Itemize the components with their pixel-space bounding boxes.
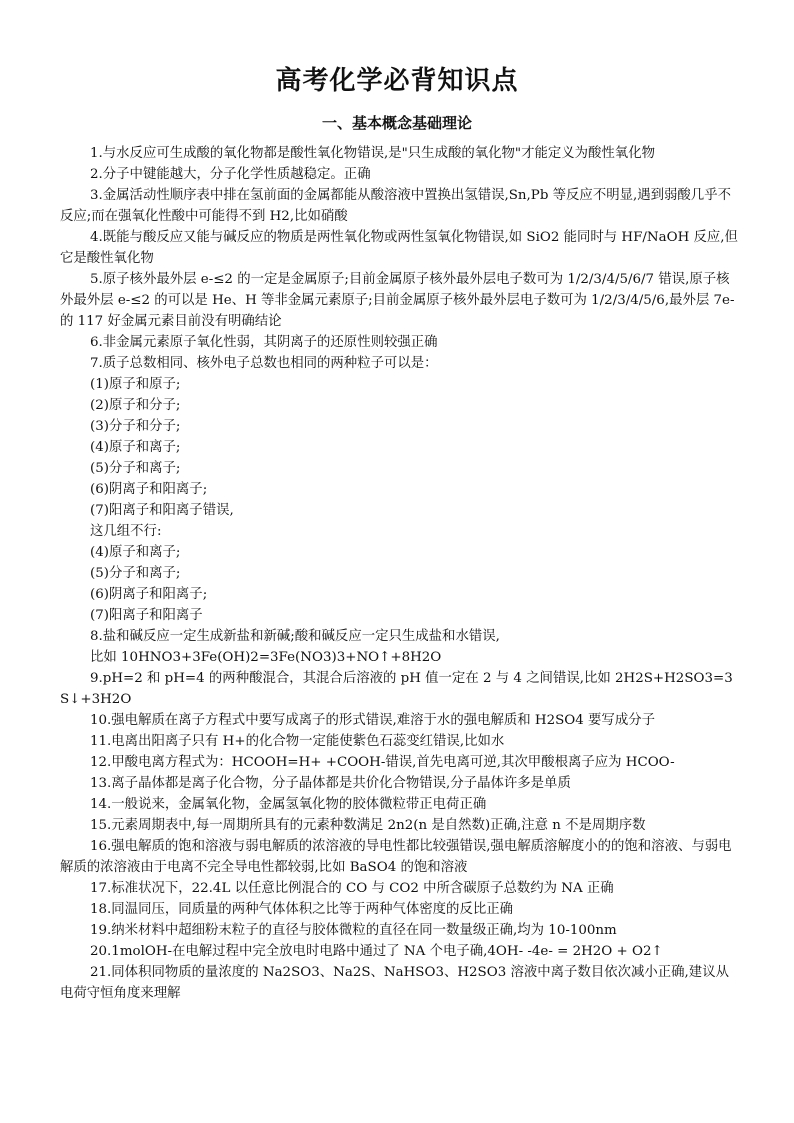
paragraph-item-11: 11.电离出阳离子只有 H+的化合物一定能使紫色石蕊变红错误,比如水 — [90, 734, 505, 749]
paragraph-item-13: 13.离子晶体都是离子化合物，分子晶体都是共价化合物错误,分子晶体许多是单质 — [90, 776, 571, 791]
list-item: (5)分子和离子; — [90, 566, 181, 581]
paragraph-item-8: 8.盐和碱反应一定生成新盐和新碱;酸和碱反应一定只生成盐和水错误, — [90, 629, 500, 644]
list-item: (6)阴离子和阳离子; — [90, 587, 208, 602]
paragraph-item-12: 12.甲酸电离方程式为：HCOOH=H+ +COOH-错误,首先电离可逆,其次甲酸根离子应为 HCOO- — [90, 755, 675, 770]
paragraph-item-21: 21.同体积同物质的量浓度的 Na2SO3、Na2S、NaHSO3、H2SO3 溶液中离子数目依次减小正确,建议从电荷守恒角度来理解 — [60, 965, 729, 1001]
paragraph-item-4: 4.既能与酸反应又能与碱反应的物质是两性氧化物或两性氢氧化物错误,如 SiO2 能同时与 HF/NaOH 反应,但它是酸性氧化物 — [60, 230, 738, 266]
list-item: (6)阴离子和阳离子; — [90, 482, 208, 497]
list-item: (1)原子和原子; — [90, 377, 181, 392]
list-item: (5)分子和离子; — [90, 461, 181, 476]
list-item: (4)原子和离子; — [90, 440, 181, 455]
list-item: 这几组不行: — [90, 524, 162, 539]
paragraph-item-10: 10.强电解质在离子方程式中要写成离子的形式错误,难溶于水的强电解质和 H2SO4 要写成分子 — [90, 713, 655, 728]
paragraph-item-15: 15.元素周期表中,每一周期所具有的元素种数满足 2n2(n 是自然数)正确,注意 n 不是周期序数 — [90, 818, 646, 833]
paragraph-item-17: 17.标准状况下，22.4L 以任意比例混合的 CO 与 CO2 中所含碳原子总数约为 NA 正确 — [90, 881, 614, 896]
paragraph-item-20: 20.1molOH-在电解过程中完全放电时电路中通过了 NA 个电子确,4OH- -4e- = 2H2O + O2↑ — [90, 944, 663, 959]
paragraph-item-7: 7.质子总数相同、核外电子总数也相同的两种粒子可以是： — [90, 356, 438, 371]
paragraph-item-8-example: 比如 10HNO3+3Fe(OH)2=3Fe(NO3)3+NO↑+8H2O — [90, 650, 442, 665]
paragraph-item-1: 1.与水反应可生成酸的氧化物都是酸性氧化物错误,是"只生成酸的氧化物"才能定义为酸性氧化物 — [90, 146, 655, 161]
document-title: 高考化学必背知识点 — [275, 66, 519, 96]
list-item: (3)分子和分子; — [90, 419, 181, 434]
paragraph-item-9: 9.pH=2 和 pH=4 的两种酸混合，其混合后溶液的 pH 值一定在 2 与 4 之间错误,比如 2H2S+H2SO3=3S↓+3H2O — [60, 671, 733, 707]
paragraph-item-2: 2.分子中键能越大，分子化学性质越稳定。正确 — [90, 167, 371, 182]
list-item: (2)原子和分子; — [90, 398, 181, 413]
paragraph-item-14: 14.一般说来，金属氧化物，金属氢氧化物的胶体微粒带正电荷正确 — [90, 797, 487, 812]
list-item: (7)阳离子和阳离子错误, — [90, 503, 234, 518]
paragraph-item-19: 19.纳米材料中超细粉末粒子的直径与胶体微粒的直径在同一数量级正确,均为 10-100nm — [90, 923, 617, 938]
paragraph-item-6: 6.非金属元素原子氧化性弱，其阴离子的还原性则较强正确 — [90, 335, 438, 350]
paragraph-item-16: 16.强电解质的饱和溶液与弱电解质的浓溶液的导电性都比较强错误,强电解质溶解度小的的饱和溶液、与弱电解质的浓溶液由于电离不完全导电性都较弱,比如 BaSO4 的饱和溶液 — [60, 839, 732, 875]
list-item: (4)原子和离子; — [90, 545, 181, 560]
section-heading: 一、基本概念基础理论 — [321, 114, 472, 132]
paragraph-item-5: 5.原子核外最外层 e-≤2 的一定是金属原子;目前金属原子核外最外层电子数可为 1/2/3/4/5/6/7 错误,原子核外最外层 e-≤2 的可以是 He、H 等非金属元素原子;目前金属原子核外最外层电子数可为 1/2/3/4/5/6,最外层 7e-的 117 好金属元素目前没有明确结论 — [60, 272, 735, 329]
paragraph-item-3: 3.金属活动性顺序表中排在氢前面的金属都能从酸溶液中置换出氢错误,Sn,Pb 等反应不明显,遇到弱酸几乎不反应;而在强氧化性酸中可能得不到 H2,比如硝酸 — [60, 188, 731, 224]
document-body — [60, 143, 740, 1004]
paragraph-item-18: 18.同温同压，同质量的两种气体体积之比等于两种气体密度的反比正确 — [90, 902, 514, 917]
list-item: (7)阳离子和阳离子 — [90, 608, 203, 623]
